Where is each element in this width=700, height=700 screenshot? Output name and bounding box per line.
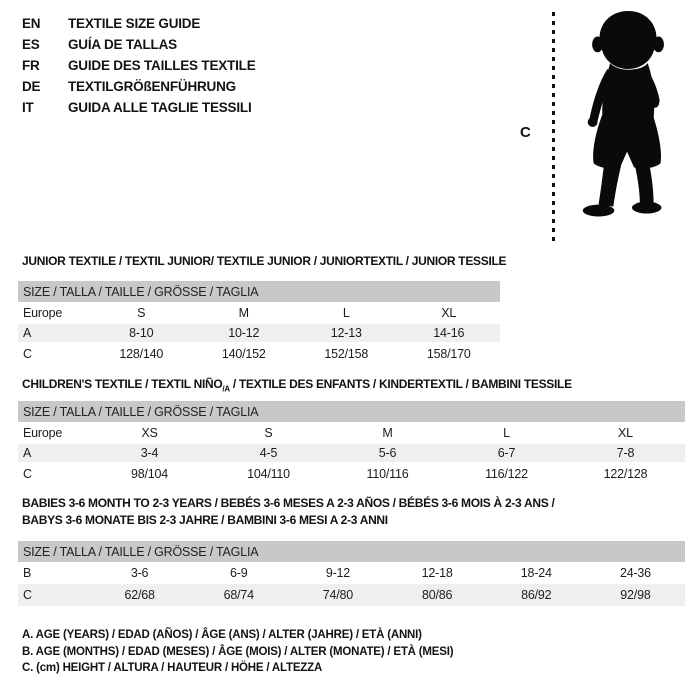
table-cell: 4-5	[259, 446, 278, 460]
row-label: A	[23, 326, 32, 340]
language-label: GUÍA DE TALLAS	[68, 37, 177, 52]
language-label: TEXTILE SIZE GUIDE	[68, 16, 201, 31]
table-row-height	[18, 342, 500, 365]
size-header-band: SIZE / TALLA / TAILLE / GRÖSSE / TAGLIA	[18, 281, 500, 302]
table-cell: 6-7	[497, 446, 516, 460]
table-cell: 3-6	[130, 566, 149, 580]
table-cell: XS	[141, 426, 158, 440]
language-row-fr	[22, 55, 256, 76]
babies-size-table	[18, 541, 685, 606]
language-row-it	[22, 97, 256, 118]
table-cell: 62/68	[124, 588, 155, 602]
table-cell: 24-36	[619, 566, 651, 580]
table-cell: 9-12	[325, 566, 351, 580]
table-cell: 18-24	[520, 566, 552, 580]
language-label: GUIDA ALLE TAGLIE TESSILI	[68, 100, 252, 115]
table-cell: 80/86	[421, 588, 453, 602]
table-cell: 158/170	[426, 346, 471, 361]
table-cell: 74/80	[322, 588, 354, 602]
table-cell: 12-13	[330, 326, 362, 340]
language-label: TEXTILGRÖßENFÜHRUNG	[68, 79, 236, 94]
children-title-post: / TEXTILE DES ENFANTS / KINDERTEXTIL / BAMBINI TESSILE	[229, 377, 572, 391]
table-cell: S	[264, 426, 273, 440]
language-code: IT	[22, 100, 34, 115]
table-row-europe	[18, 302, 500, 324]
height-measure-dotted-line	[552, 12, 555, 243]
baby-silhouette-icon	[566, 8, 694, 244]
table-cell: M	[238, 306, 249, 320]
table-cell: L	[503, 426, 510, 440]
table-cell: 122/128	[603, 466, 648, 481]
table-cell: 104/110	[247, 466, 290, 481]
table-cell: 86/92	[521, 588, 552, 602]
language-row-en	[22, 13, 256, 34]
table-cell: 14-16	[433, 326, 465, 340]
size-header-band: SIZE / TALLA / TAILLE / GRÖSSE / TAGLIA	[18, 541, 685, 562]
table-cell: 8-10	[129, 326, 154, 340]
row-label: C	[23, 346, 32, 361]
row-label: Europe	[23, 306, 63, 320]
babies-title-line1: BABIES 3-6 MONTH TO 2-3 YEARS / BEBÉS 3-6 MESES A 2-3 AÑOS / BÉBÉS 3-6 MOIS À 2-3 ANS /	[22, 496, 555, 510]
table-cell: 116/122	[485, 466, 528, 481]
language-row-de	[22, 76, 256, 97]
table-cell: S	[137, 306, 146, 320]
table-row-months	[18, 562, 685, 584]
table-cell: M	[382, 426, 393, 440]
junior-size-table	[18, 281, 500, 365]
children-title-pre: CHILDREN'S TEXTILE / TEXTIL NIÑO	[22, 377, 223, 391]
table-cell: 3-4	[140, 446, 159, 460]
table-cell: L	[342, 306, 350, 320]
children-table-title	[22, 376, 572, 398]
height-measure-label: C	[520, 124, 531, 141]
footnote-age-months: B. AGE (MONTHS) / EDAD (MESES) / ÂGE (MOIS) / ALTER (MONATE) / ETÀ (MESI)	[22, 645, 454, 658]
table-row-europe	[18, 422, 685, 444]
language-label: GUIDE DES TAILLES TEXTILE	[68, 58, 256, 73]
language-list	[22, 13, 256, 118]
table-row-age	[18, 324, 500, 342]
language-code: FR	[22, 58, 40, 73]
language-code: EN	[22, 16, 41, 31]
table-cell: XL	[618, 426, 633, 440]
table-cell: 68/74	[223, 588, 254, 602]
row-label: Europe	[23, 426, 63, 440]
row-label: B	[23, 566, 32, 580]
size-header-band: SIZE / TALLA / TAILLE / GRÖSSE / TAGLIA	[18, 401, 685, 422]
children-size-table	[18, 401, 685, 485]
table-row-age	[18, 444, 685, 462]
table-cell: XL	[441, 306, 457, 320]
row-label: C	[23, 466, 32, 481]
table-cell: 152/158	[324, 346, 369, 361]
babies-title-line2: BABYS 3-6 MONATE BIS 2-3 JAHRE / BAMBINI 3-6 MESI A 2-3 ANNI	[22, 512, 388, 527]
table-row-height	[18, 462, 685, 485]
row-label: C	[23, 588, 32, 602]
footnote-age-years: A. AGE (YEARS) / EDAD (AÑOS) / ÂGE (ANS) / ALTER (JAHRE) / ETÀ (ANNI)	[22, 629, 422, 641]
table-cell: 110/116	[366, 466, 409, 481]
table-cell: 10-12	[228, 326, 260, 340]
table-cell: 12-18	[421, 566, 453, 580]
language-code: DE	[22, 79, 41, 94]
language-code: ES	[22, 37, 40, 52]
table-cell: 92/98	[620, 588, 651, 602]
table-cell: 98/104	[130, 466, 169, 481]
row-label: A	[23, 446, 32, 460]
footnotes	[22, 627, 453, 677]
table-cell: 6-9	[230, 566, 248, 580]
table-cell: 7-8	[616, 446, 635, 460]
table-cell: 140/152	[221, 346, 266, 361]
table-row-height	[18, 584, 685, 606]
children-title-sub: /A	[222, 384, 230, 394]
babies-table-title	[22, 495, 554, 528]
junior-table-title: JUNIOR TEXTILE / TEXTIL JUNIOR/ TEXTILE JUNIOR / JUNIORTEXTIL / JUNIOR TESSILE	[22, 254, 507, 268]
table-cell: 5-6	[378, 446, 397, 460]
table-cell: 128/140	[119, 346, 164, 361]
language-row-es	[22, 34, 256, 55]
footnote-height: C. (cm) HEIGHT / ALTURA / HAUTEUR / HÖHE / ALTEZZA	[22, 662, 323, 674]
